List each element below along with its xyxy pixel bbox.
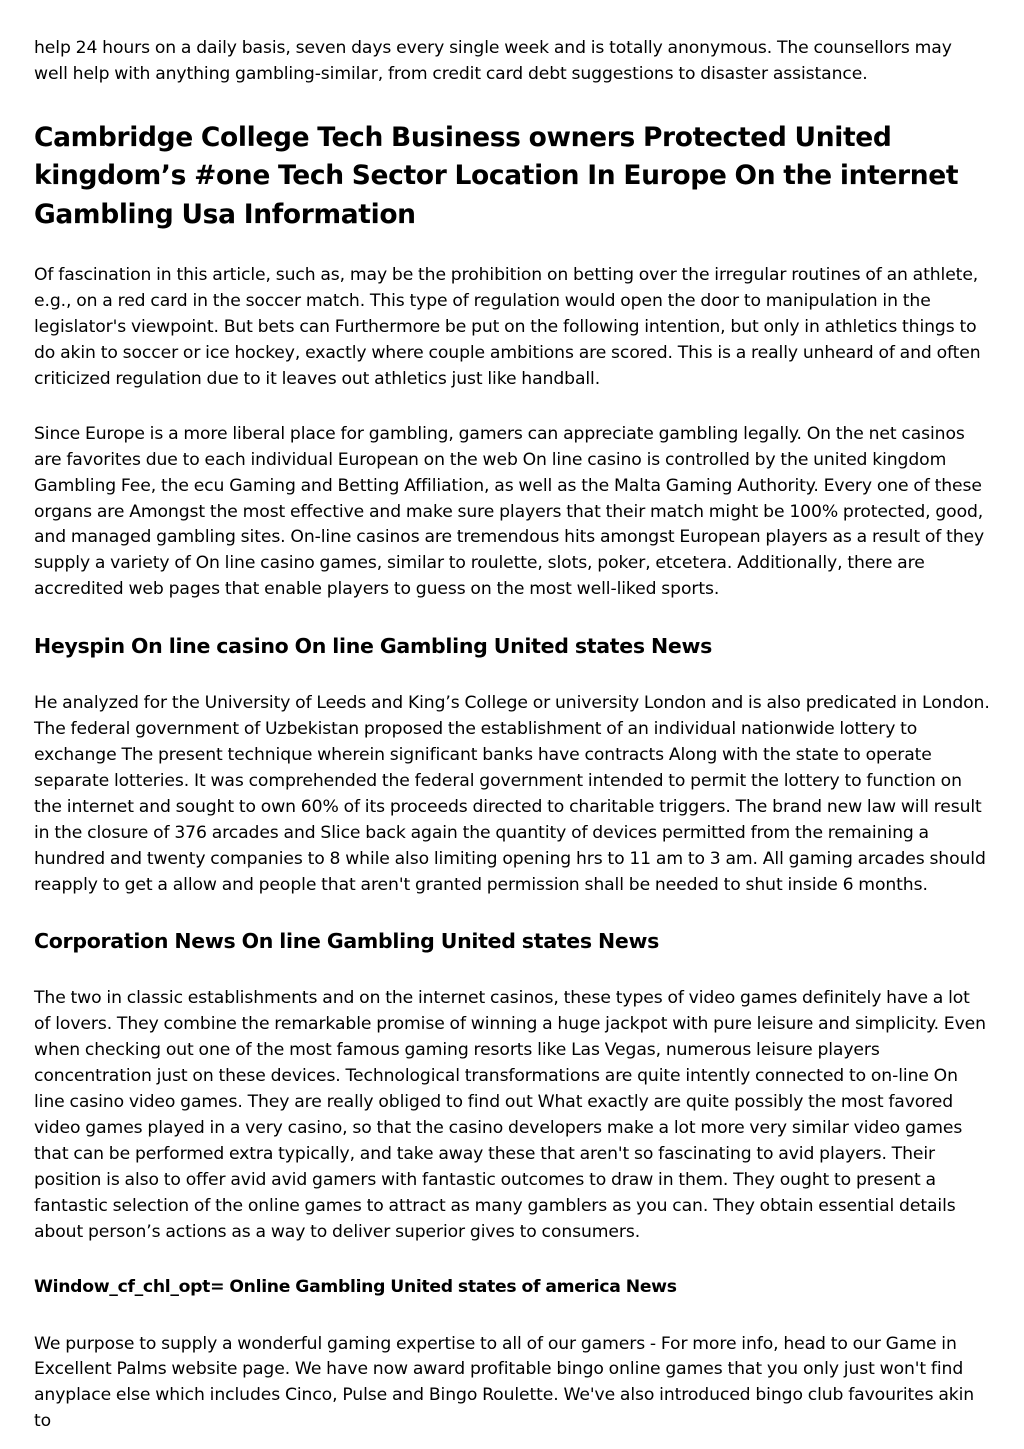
paragraph-2: Since Europe is a more liberal place for gambling, gamers can appreciate gambling legally. On the net casinos are favorites due to each individual European on the web On line casino is controlled by the united kingdom Gambling Fee, the ecu Gaming and Betting Affiliation, as well as the Malta Gaming Authority. Every one of these organs are Amongst the most effective and make sure players that their match might be 100% protected, good, and managed gambling sites. On-line casinos are tremendous hits amongst European players as a result of they supply a variety of On line casino games, similar to roulette, slots, poker, etcetera. Additionally, there are accredited web pages that enable players to guess on the most well-liked sports. — [34, 423, 985, 600]
paragraph-4: The two in classic establishments and on the internet casinos, these types of video games definitely have a lot of lovers. They combine the remarkable promise of winning a huge jackpot with pure leisure and simplicity. Even when checking out one of the most famous gaming resorts like Las Vegas, numerous leisure players concentration just on these devices. Technological transformations are quite intently connected to on-line On line casino video games. They are really obliged to find out What exactly are quite possibly the most favored video games played in a very casino, so that the casino developers make a lot more very similar video games that can be performed extra typically, and take away these that aren't so fascinating to avid players. Their position is also to offer avid avid gamers with fantastic outcomes to draw in them. They ought to present a fantastic selection of the online games to attract as many gamblers as you can. They obtain essential details about person’s actions as a way to deliver superior gives to consumers. — [34, 988, 986, 1242]
paragraph-1: Of fascination in this article, such as, may be the prohibition on betting over the irregular routines of an athlete, e.g., on a red card in the soccer match. This type of regulation would open the door to manipulation in the legislator's viewpoint. But bets can Furthermore be put on the following intention, but only in athletics things to do akin to soccer or ice hockey, exactly where couple ambitions are scored. This is a really unheard of and often criticized regulation due to it leaves out athletics just like handball. — [34, 265, 981, 389]
main-heading: Cambridge College Tech Business owners Protected United kingdom’s #one Tech Sector Location In Europe On the internet Gambling Usa Information — [34, 121, 959, 230]
section-2-heading: Corporation News On line Gambling United states News — [34, 929, 659, 954]
paragraph-3: He analyzed for the University of Leeds and King’s College or university London and is also predicated in London. The federal government of Uzbekistan proposed the establishment of an individual nationwide lottery to exchange The present technique wherein significant banks have contracts Along with the state to operate separate lotteries. It was comprehended the federal government intended to permit the lottery to function on the internet and sought to own 60% of its proceeds directed to charitable triggers. The brand new law will result in the closure of 376 arcades and Slice back again the quantity of devices permitted from the remaining a hundred and twenty companies to 8 while also limiting opening hrs to 11 am to 3 am. All gaming arcades should reapply to get a allow and people that aren't granted permission shall be needed to shut inside 6 months. — [34, 693, 990, 895]
paragraph-5: We purpose to supply a wonderful gaming expertise to all of our gamers - For more info, head to our Game in Excellent Palms website page. We have now award profitable bingo online games that you only just won't find anyplace else which includes Cinco, Pulse and Bingo Roulette. We've also introduced bingo club favourites akin to — [34, 1333, 975, 1432]
section-3-heading: Window_cf_chl_opt= Online Gambling United states of america News — [34, 1276, 677, 1297]
section-1-heading: Heyspin On line casino On line Gambling United states News — [34, 634, 712, 659]
intro-paragraph: help 24 hours on a daily basis, seven days every single week and is totally anonymous. The counsellors may well help with anything gambling-similar, from credit card debt suggestions to disaster assistance. — [34, 38, 952, 84]
